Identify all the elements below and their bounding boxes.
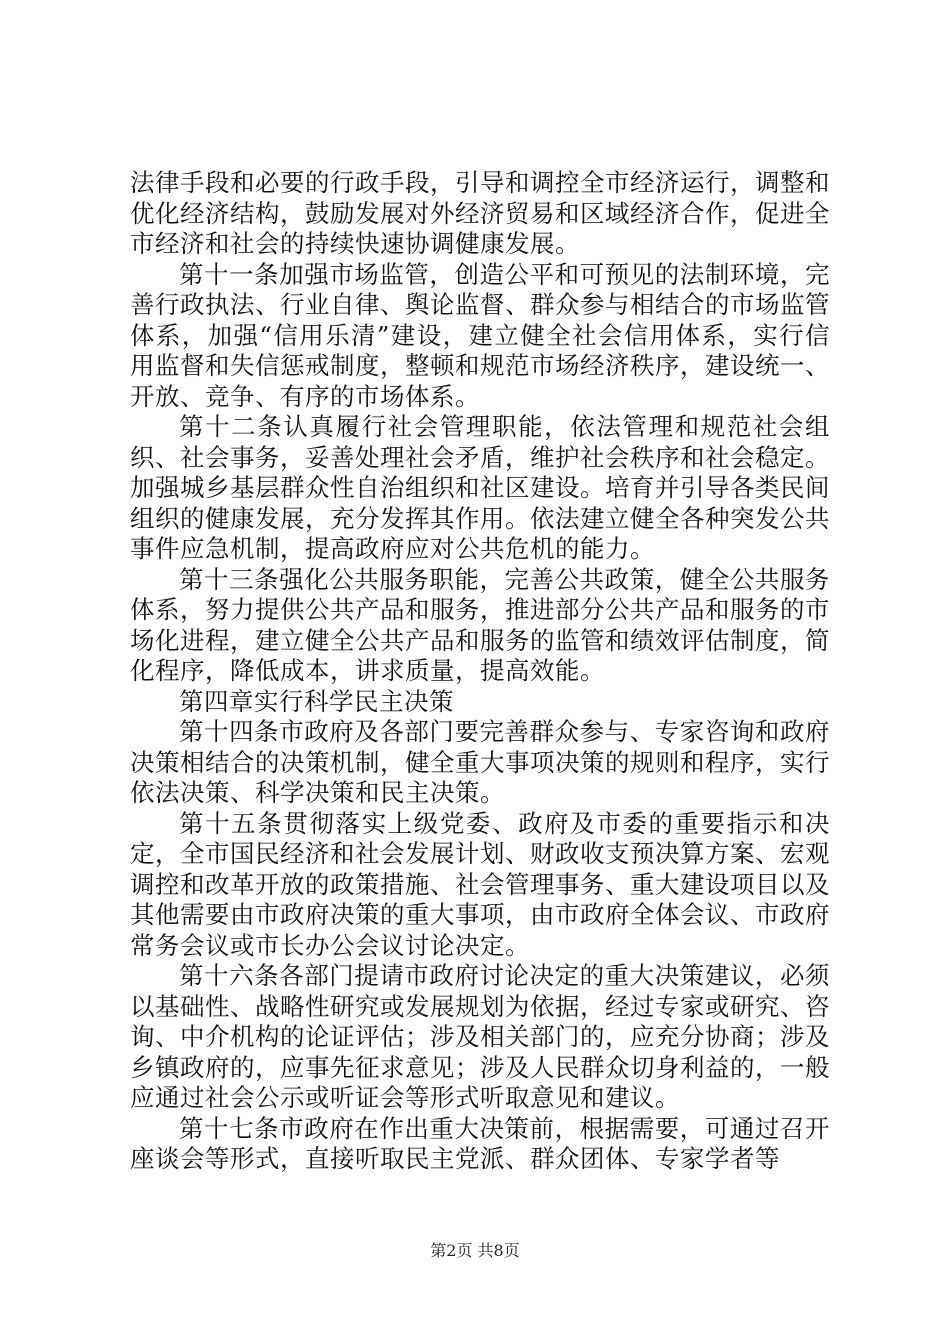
paragraph-article-16: 第十六条各部门提请市政府讨论决定的重大决策建议，必须以基础性、战略性研究或发展规划为依据，经过专家或研究、咨询、中介机构的论证评估；涉及相关部门的，应充分协商；涉及乡镇政府的，应事先征求意见；涉及人民群众切身利益的，一般应通过社会公示或听证会等形式听取意见和建议。 xyxy=(130,961,830,1112)
chapter-heading: 第四章实行科学民主决策 xyxy=(179,686,454,716)
paragraph-article-12: 第十二条认真履行社会管理职能，依法管理和规范社会组织、社会事务，妥善处理社会矛盾，维护社会秩序和社会稳定。加强城乡基层群众性自治组织和社区建设。培育并引导各类民间组织的健康发展，充分发挥其作用。依法建立健全各种突发公共事件应急机制，提高政府应对公共危机的能力。 xyxy=(130,412,830,563)
paragraph-article-13: 第十三条强化公共服务职能，完善公共政策，健全公共服务体系，努力提供公共产品和服务，推进部分公共产品和服务的市场化进程，建立健全公共产品和服务的监管和绩效评估制度，简化程序，降低成本，讲求质量，提高效能。 xyxy=(130,564,830,685)
paragraph-article-14: 第十四条市政府及各部门要完善群众参与、专家咨询和政府决策相结合的决策机制，健全重大事项决策的规则和程序，实行依法决策、科学决策和民主决策。 xyxy=(130,717,830,807)
paragraph-article-15: 第十五条贯彻落实上级党委、政府及市委的重要指示和决定，全市国民经济和社会发展计划、财政收支预决算方案、宏观调控和改革开放的政策措施、社会管理事务、重大建设项目以及其他需要由市政府决策的重大事项，由市政府全体会议、市政府常务会议或市长办公会议讨论决定。 xyxy=(130,808,830,960)
paragraph-article-11: 第十一条加强市场监管，创造公平和可预见的法制环境，完善行政执法、行业自律、舆论监督、群众参与相结合的市场监管体系，加强“信用乐清”建设，建立健全社会信用体系，实行信用监督和失信惩戒制度，整顿和规范市场经济秩序，建设统一、开放、竞争、有序的市场体系。 xyxy=(130,259,830,411)
page-footer xyxy=(0,1241,950,1261)
paragraph-article-17: 第十七条市政府在作出重大决策前，根据需要，可通过召开座谈会等形式，直接听取民主党派、群众团体、专家学者等 xyxy=(130,1113,830,1173)
page-number-label: 第2页 共8页 xyxy=(430,1241,520,1260)
document-body xyxy=(130,168,830,1175)
paragraph-continuation: 法律手段和必要的行政手段，引导和调控全市经济运行，调整和优化经济结构，鼓励发展对外经济贸易和区域经济合作，促进全市经济和社会的持续快速协调健康发展。 xyxy=(130,168,830,258)
